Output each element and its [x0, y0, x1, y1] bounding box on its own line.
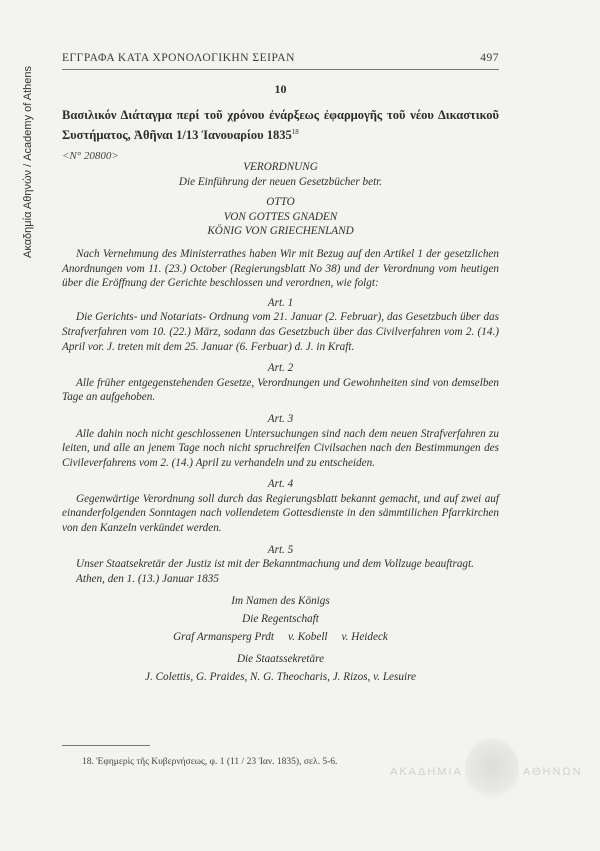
article-label: Art. 4 — [267, 478, 294, 491]
heading-king-name: OTTO — [266, 196, 295, 209]
signature-in-name: Im Namen des Königs — [231, 595, 330, 608]
signature-regency: Die Regentschaft — [242, 613, 319, 626]
article-label: Art. 3 — [267, 412, 294, 425]
article-label: Art. 1 — [267, 296, 294, 309]
academy-watermark — [390, 766, 583, 778]
running-head-title: ΕΓΓΡΑΦΑ ΚΑΤΑ ΧΡΟΝΟΛΟΓΙΚΗΝ ΣΕΙΡΑΝ — [62, 52, 295, 64]
signature-regents: Graf Armansperg Prdt v. Kobell v. Heideck — [173, 630, 388, 643]
article-text: Die Gerichts- und Notariats- Ordnung vom 21. Januar (2. Februar), das Gesetzbuch über das Strafverfahren vom 10. (22.) März, sodann das Gesetzbuch über das Civilverfahren vom 2. (14.) April vor. J. treten mit dem 25. Januar (6. Ferbuar) d. J. in Kraft. — [62, 311, 499, 353]
footnote-rule — [62, 745, 150, 746]
footnote: 18. Ἐφημερὶς τῆς Κυβερνήσεως, φ. 1 (11 / 23 Ἰαν. 1835), σελ. 5-6. — [82, 757, 338, 767]
article-text: Alle früher entgegenstehenden Gesetze, Verordnungen und Gewohnheiten sind von demselben Tage an aufgehoben. — [62, 376, 499, 404]
watermark-left: ΑΚΑΔΗΜΙΑ — [390, 766, 463, 778]
preamble-paragraph: Nach Vernehmung des Ministerrathes haben Wir mit Bezug auf den Artikel 1 der gesetzlichen Anordnungen vom 11. (23.) October (Regierungsblatt No 38) und der Verordnung vom heutigen über die Eröffnung der Gerichte beschlossen und verordnen, wie folgt: — [62, 247, 499, 290]
signature-secretaries: J. Colettis, G. Praides, N. G. Theocharis, J. Rizos, v. Lesuire — [145, 670, 416, 683]
place-date: Athen, den 1. (13.) Januar 1835 — [76, 572, 219, 585]
article-text: Unser Staatsekretär der Justiz ist mit der Bekanntmachung und dem Vollzuge beauftragt. — [76, 558, 474, 571]
document-title-text: Βασιλικόν Διάταγμα περί τοῦ χρόνου ἐνάρξεως ἐφαρμογῆς τοῦ νέου Δικαστικοῦ Συστήματος, Ἀθῆναι 1/13 Ἰανουαρίου 1835 — [62, 108, 499, 143]
article-text: Alle dahin noch nicht geschlossenen Untersuchungen sind nach dem neuen Strafverfahren zu leiten, und alle an jenem Tage noch nicht spruchreifen Civilsachen nach den Bestimmungen des Civileverfahrens vom 2. (14.) April zu verhandeln und zu entscheiden. — [62, 427, 499, 469]
article-label: Art. 5 — [267, 543, 294, 556]
header-rule — [62, 69, 499, 70]
page-number: 497 — [480, 52, 499, 64]
archive-reference: <N° 20800> — [62, 150, 119, 162]
heading-king-grace: VON GOTTES GNADEN — [223, 210, 338, 223]
heading-king-title: KÖNIG VON GRIECHENLAND — [207, 225, 354, 238]
article-label: Art. 2 — [267, 362, 294, 375]
signature-secretaries-title: Die Staatssekretäre — [236, 653, 325, 666]
watermark-right: ΑΘΗΝΩΝ — [522, 766, 583, 778]
heading-subject: Die Einführung der neuen Gesetzbücher betr. — [178, 175, 383, 188]
document-number: 10 — [274, 82, 287, 96]
document-body — [62, 160, 499, 684]
document-title — [62, 107, 499, 144]
footnote-marker: 18 — [291, 128, 299, 136]
archive-sidebar-label: Ακαδημία Αθηνών / Academy of Athens — [22, 65, 34, 258]
article-text: Gegenwärtige Verordnung soll durch das Regierungsblatt bekannt gemacht, und auf zwei auf einanderfolgenden Sonntagen nach vollendetem Gottesdienste in den sämmtilichen Pfarrkirchen von den Kanzeln verkündet werden. — [62, 492, 499, 535]
heading-verordnung: VERORDNUNG — [243, 161, 318, 173]
